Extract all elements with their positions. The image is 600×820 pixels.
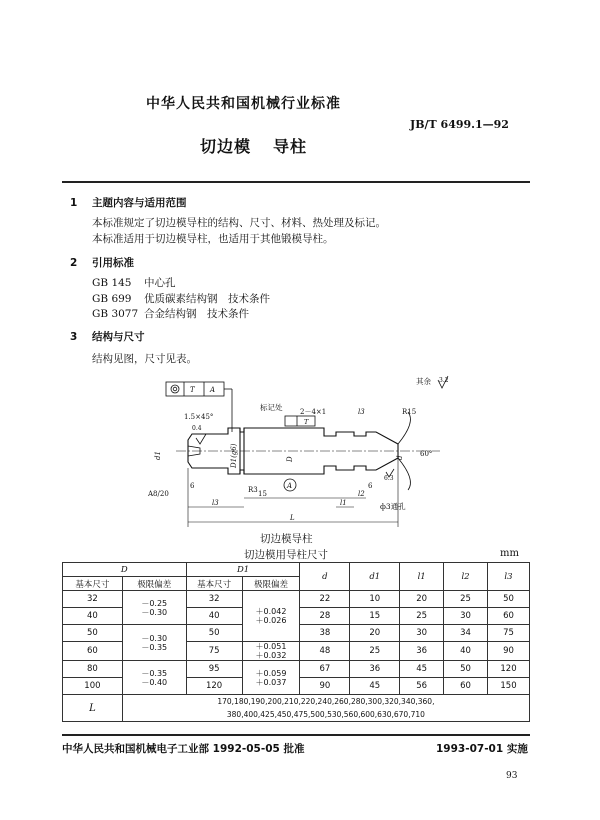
tol-lower: －0.35 <box>141 642 168 652</box>
section-number: 3 <box>70 331 78 343</box>
reference-item <box>92 306 249 321</box>
tol-upper: ＋0.059 <box>255 668 287 678</box>
tol-lower: ＋0.037 <box>255 677 287 687</box>
cell-D: 80 <box>63 661 123 678</box>
tol-upper: ＋0.051 <box>255 642 287 651</box>
marking-box <box>285 416 315 426</box>
cell-D-tolerance <box>122 661 186 695</box>
figure-caption: 切边模导柱 <box>260 533 313 545</box>
cell-l2: 30 <box>444 608 488 625</box>
reference-name: 中心孔 <box>144 277 176 289</box>
table-caption: 切边模用导柱尺寸 <box>244 549 328 561</box>
cell-L-label: L <box>63 695 123 722</box>
l3-bottom-label: l3 <box>212 499 219 507</box>
tol-upper: －0.30 <box>141 633 168 643</box>
center-hole-spec: A8/20 <box>148 490 169 498</box>
datum-circle-letter: A <box>287 482 293 490</box>
cell-d: 28 <box>300 608 350 625</box>
cell-D1: 95 <box>186 661 242 678</box>
table-row <box>63 661 530 678</box>
d-label: d <box>396 455 404 460</box>
L-values-line-2: 380,400,425,450,475,500,530,560,600,630,670,710 <box>226 710 425 719</box>
col-header-D1: D1 <box>186 563 300 577</box>
d1-label: d1 <box>154 451 162 460</box>
roughness-note: 其余 <box>416 377 431 386</box>
cell-l1: 20 <box>400 591 444 608</box>
section-1-heading <box>70 195 187 210</box>
section-number: 2 <box>70 257 78 269</box>
cell-l2: 25 <box>444 591 488 608</box>
section-number: 1 <box>70 197 78 209</box>
title-part-b: 导柱 <box>273 137 308 156</box>
roughness-tip-value: 6.3 <box>384 475 394 482</box>
cell-L-values <box>122 695 529 722</box>
l2-label: l2 <box>358 490 365 498</box>
dimension-table <box>62 562 530 722</box>
section-3-heading <box>70 329 145 344</box>
cell-D: 32 <box>63 591 123 608</box>
dim-6-left: 6 <box>190 482 195 490</box>
document-title <box>200 134 307 157</box>
roughness-main-value: 0.4 <box>192 425 202 432</box>
l1-label: l1 <box>340 499 347 507</box>
dim-6-right: 6 <box>368 482 373 490</box>
cell-D1: 120 <box>186 678 242 695</box>
cell-D1: 32 <box>186 591 242 608</box>
r3-label: R3 <box>248 486 258 494</box>
roughness-symbol-icon <box>196 434 206 444</box>
page-number: 93 <box>506 771 518 781</box>
tolerance-symbol: T <box>190 386 195 394</box>
cell-d1: 10 <box>350 591 400 608</box>
cell-D1-tolerance <box>242 591 300 642</box>
section-title: 结构与尺寸 <box>92 331 145 343</box>
cell-l1: 30 <box>400 625 444 642</box>
r15-label: R15 <box>402 408 417 416</box>
reference-code: GB 145 <box>92 277 132 289</box>
table-row-L <box>63 695 530 722</box>
cell-l1: 45 <box>400 661 444 678</box>
tip-arc <box>398 412 410 444</box>
cell-l2: 60 <box>444 678 488 695</box>
tol-lower: ＋0.026 <box>255 616 287 625</box>
cell-D1: 50 <box>186 625 242 642</box>
cell-l1: 36 <box>400 642 444 661</box>
cell-D: 100 <box>63 678 123 695</box>
reference-name: 合金结构钢 技术条件 <box>144 308 249 320</box>
tip-arc <box>398 458 410 490</box>
cell-l3: 50 <box>488 591 530 608</box>
cell-d: 22 <box>300 591 350 608</box>
tol-lower: －0.30 <box>141 607 168 617</box>
cell-l3: 75 <box>488 625 530 642</box>
section-title: 主题内容与适用范围 <box>92 197 187 209</box>
chamfer-label: 1.5×45° <box>184 413 214 421</box>
section-1-paragraph-1: 本标准规定了切边模导柱的结构、尺寸、材料、热处理及标记。 <box>92 217 386 229</box>
marking-box-symbol: T <box>304 418 309 426</box>
unit-label: mm <box>500 548 519 559</box>
cell-d1: 15 <box>350 608 400 625</box>
issuing-organization: 中华人民共和国机械行业标准 <box>146 96 341 112</box>
cell-d: 90 <box>300 678 350 695</box>
col-header-d: d <box>300 563 350 591</box>
col-header-basic-size: 基本尺寸 <box>63 577 123 591</box>
D-label: D <box>286 456 294 462</box>
cell-l2: 34 <box>444 625 488 642</box>
mark-location-label: 标记处 <box>260 403 283 412</box>
reference-item <box>92 275 176 290</box>
through-hole-label: ф3通孔 <box>380 502 406 511</box>
cell-l3: 60 <box>488 608 530 625</box>
cell-l3: 120 <box>488 661 530 678</box>
title-part-a: 切边模 <box>200 137 252 156</box>
cell-D-tolerance <box>122 625 186 661</box>
cell-d: 48 <box>300 642 350 661</box>
tol-upper: －0.35 <box>141 668 168 678</box>
guide-pillar-drawing <box>140 372 460 542</box>
cell-l2: 50 <box>444 661 488 678</box>
col-header-basic-size: 基本尺寸 <box>186 577 242 591</box>
cell-D: 40 <box>63 608 123 625</box>
standard-number: JB/T 6499.1—92 <box>410 118 509 131</box>
tol-lower: ＋0.032 <box>255 651 287 660</box>
l3-top-label: l3 <box>358 408 365 416</box>
L-label: L <box>290 514 295 522</box>
cell-l2: 40 <box>444 642 488 661</box>
L-values-line-1: 170,180,190,200,210,220,240,260,280,300,320,340,360, <box>217 697 435 706</box>
col-header-l3: l3 <box>488 563 530 591</box>
groove-label: 2－4×1 <box>300 408 327 416</box>
cell-l3: 90 <box>488 642 530 661</box>
D1-label: D1(g6) <box>230 443 238 468</box>
cell-d1: 20 <box>350 625 400 642</box>
tol-lower: －0.40 <box>141 677 168 687</box>
col-header-d1: d1 <box>350 563 400 591</box>
cell-d1: 36 <box>350 661 400 678</box>
col-header-tolerance: 极限偏差 <box>122 577 186 591</box>
dim-15: 15 <box>258 490 267 498</box>
col-header-D: D <box>63 563 187 577</box>
section-1-paragraph-2: 本标准适用于切边模导柱，也适用于其他锻模导柱。 <box>92 233 334 245</box>
reference-code: GB 699 <box>92 293 132 305</box>
cell-d1: 25 <box>350 642 400 661</box>
reference-code: GB 3077 <box>92 308 139 320</box>
cell-d1: 45 <box>350 678 400 695</box>
section-2-heading <box>70 255 134 270</box>
cell-D1: 40 <box>186 608 242 625</box>
cell-l1: 56 <box>400 678 444 695</box>
tol-upper: －0.25 <box>141 598 168 608</box>
cell-l1: 25 <box>400 608 444 625</box>
cell-D: 60 <box>63 642 123 661</box>
cell-D1: 75 <box>186 642 242 661</box>
roughness-note-value: 3.2 <box>439 377 449 384</box>
col-header-l2: l2 <box>444 563 488 591</box>
cell-d: 38 <box>300 625 350 642</box>
cell-D-tolerance <box>122 591 186 625</box>
col-header-tolerance: 极限偏差 <box>242 577 300 591</box>
cell-D: 50 <box>63 625 123 642</box>
tol-upper: ＋0.042 <box>255 607 287 616</box>
cell-l3: 150 <box>488 678 530 695</box>
angle-label: 60° <box>420 450 433 458</box>
header-rule <box>62 181 530 183</box>
reference-name: 优质碳素结构钢 技术条件 <box>144 293 270 305</box>
col-header-l1: l1 <box>400 563 444 591</box>
datum-letter: A <box>210 386 216 394</box>
section-3-paragraph: 结构见图，尺寸见表。 <box>92 353 197 365</box>
reference-item <box>92 291 270 306</box>
cell-D1-tolerance <box>242 661 300 695</box>
table-row <box>63 591 530 608</box>
cell-D1-tolerance <box>242 642 300 661</box>
section-title: 引用标准 <box>92 257 134 269</box>
cell-d: 67 <box>300 661 350 678</box>
implementation-date: 1993-07-01 实施 <box>436 743 528 755</box>
approval-statement: 中华人民共和国机械电子工业部 1992-05-05 批准 <box>62 743 305 755</box>
footer-rule <box>62 734 530 736</box>
